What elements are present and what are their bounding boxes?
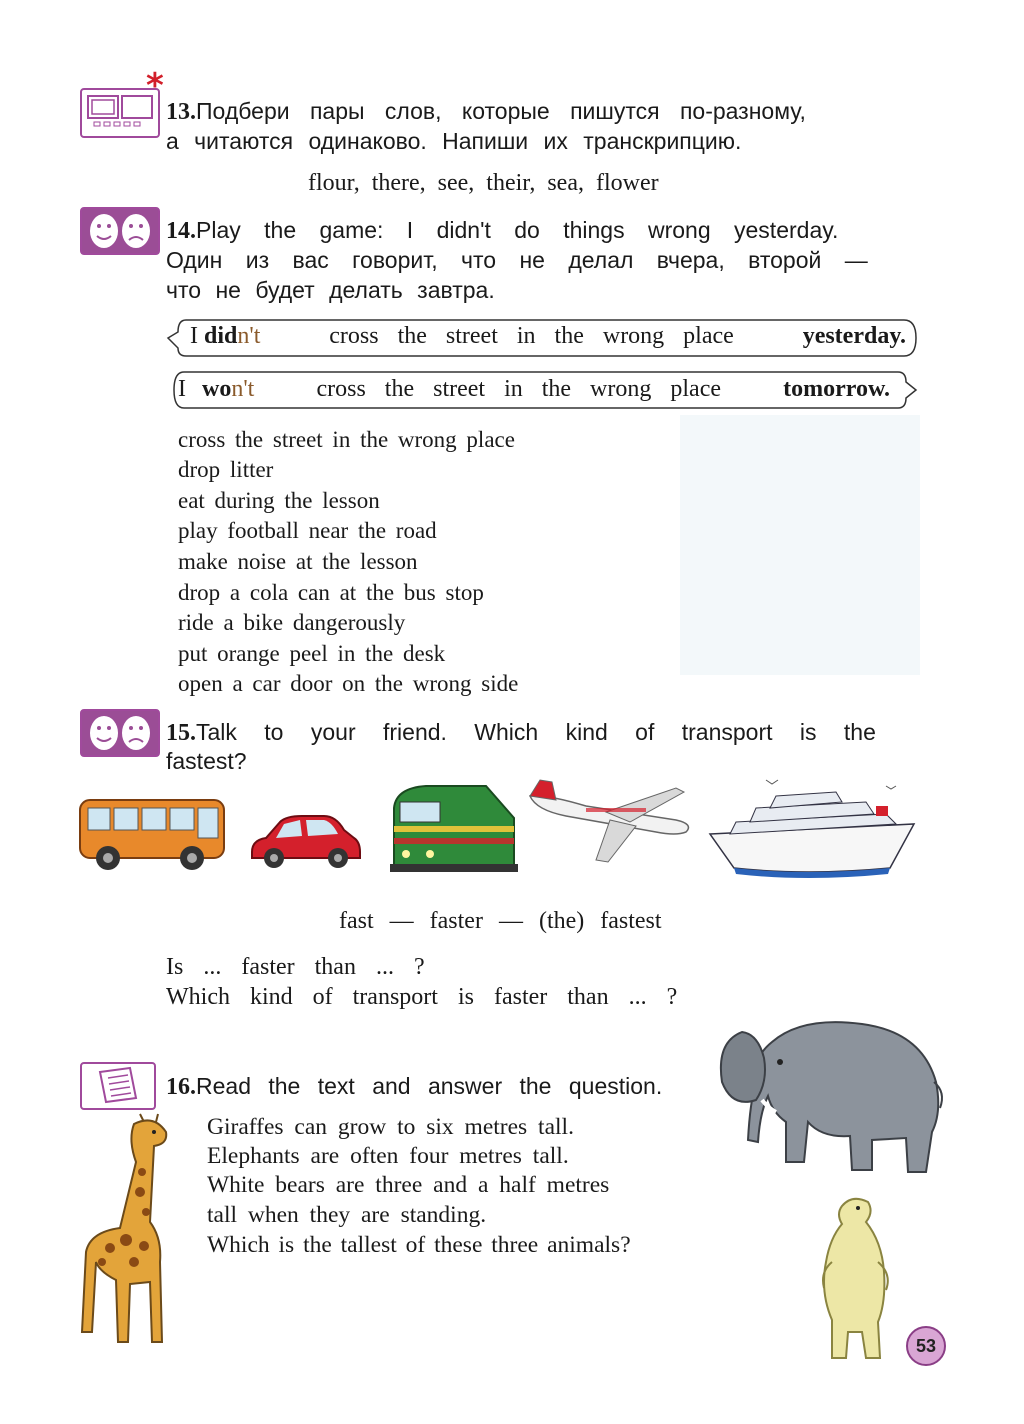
list-item: drop a cola can at the bus stop xyxy=(178,580,484,605)
list-item: play football near the road xyxy=(178,518,437,543)
ex13-word-list: flour, there, see, their, sea, flower xyxy=(308,170,659,196)
ex15-number: 15. xyxy=(166,720,196,746)
bubble-2-text: I won't cross the street in the wrong place tomorrow. xyxy=(178,376,890,402)
ex14-instruction-line3: что не будет делать завтра. xyxy=(166,277,495,303)
reading-line: tall when they are standing. xyxy=(207,1202,487,1228)
reading-line: Elephants are often four metres tall. xyxy=(207,1143,569,1169)
reading-line: White bears are three and a half metres xyxy=(207,1172,610,1198)
ex13-number: 13. xyxy=(166,99,196,125)
ex15-instruction-line1: 15.Talk to your friend. Which kind of transport is the xyxy=(166,719,876,746)
ex14-instruction-line1: 14.Play the game: I didn't do things wrong yesterday. xyxy=(166,217,839,244)
elephant-picture xyxy=(712,1012,948,1178)
ex13-instruction-line1: 13.Подбери пары слов, которые пишутся по-разному, xyxy=(166,98,806,125)
ship-picture xyxy=(706,772,918,884)
ex15-comparison: fast — faster — (the) fastest xyxy=(339,908,662,934)
star-mark: * xyxy=(146,66,164,106)
list-item: put orange peel in the desk xyxy=(178,641,446,666)
ex15-question2: Which kind of transport is faster than ... ? xyxy=(166,984,678,1010)
page-number-badge: 53 xyxy=(906,1326,946,1366)
bubble-1-text: I didn't cross the street in the wrong place yesterday. xyxy=(190,323,906,349)
list-item: make noise at the lesson xyxy=(178,549,418,574)
giraffe-picture xyxy=(70,1112,196,1352)
list-item: open a car door on the wrong side xyxy=(178,671,519,696)
list-item: ride a bike dangerously xyxy=(178,610,406,635)
airplane-picture xyxy=(526,776,698,866)
list-item: eat during the lesson xyxy=(178,488,380,513)
bus-picture xyxy=(76,792,228,874)
ex16-number: 16. xyxy=(166,1074,196,1100)
theatre-masks-icon xyxy=(80,709,160,757)
theatre-masks-icon xyxy=(80,207,160,255)
faded-background-picture xyxy=(680,415,920,675)
ex14-instruction-line2: Один из вас говорит, что не делал вчера, второй — xyxy=(166,247,868,273)
ex15-question1: Is ... faster than ... ? xyxy=(166,954,425,980)
notebook-icon xyxy=(80,1062,156,1110)
list-item: cross the street in the wrong place xyxy=(178,427,515,452)
reading-line: Giraffes can grow to six metres tall. xyxy=(207,1114,574,1140)
ex14-number: 14. xyxy=(166,218,196,244)
reading-line: Which is the tallest of these three animals? xyxy=(207,1232,631,1258)
train-picture xyxy=(386,778,522,878)
ex15-instruction-line2: fastest? xyxy=(166,748,247,774)
polar-bear-picture xyxy=(812,1192,898,1364)
ex16-instruction: 16.Read the text and answer the question. xyxy=(166,1073,663,1100)
ex13-instruction-line2: а читаются одинаково. Напиши их транскрипцию. xyxy=(166,128,742,154)
list-item: drop litter xyxy=(178,457,274,482)
car-picture xyxy=(246,812,364,870)
